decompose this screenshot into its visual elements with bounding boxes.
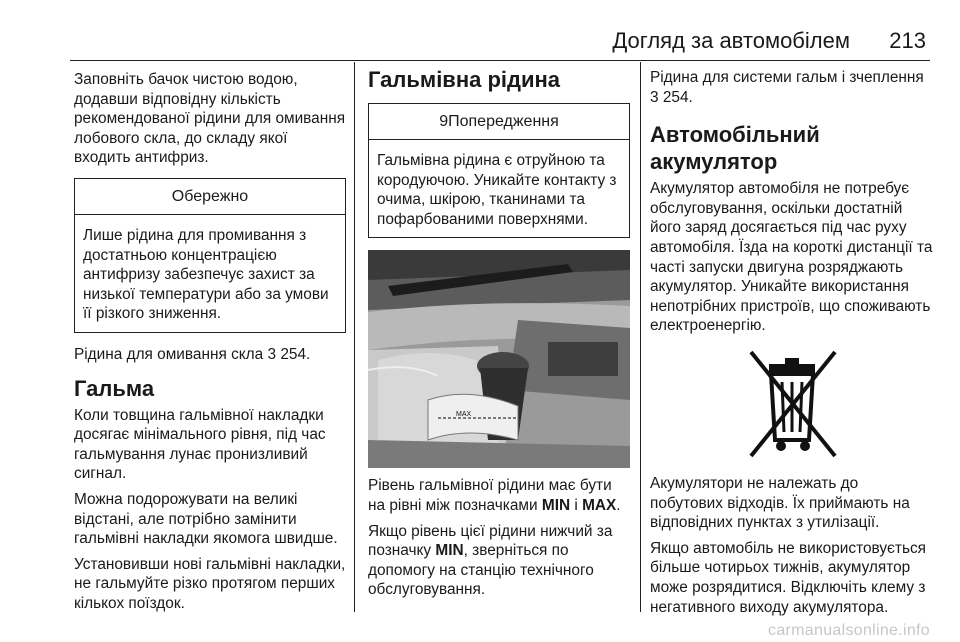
- column-left: [74, 62, 346, 620]
- column-middle: [368, 62, 630, 620]
- header-rule: [70, 60, 930, 61]
- level-paragraph: Рівень гальмівної рідини має бути на рівні між позначками MIN і MAX.: [368, 477, 621, 514]
- column-right: [650, 62, 934, 620]
- warning-heading: Попередження: [448, 113, 559, 130]
- page-header: [0, 0, 960, 56]
- caution-box: [74, 178, 346, 333]
- battery-paragraph: Акумулятор автомобіля не потребує обслуговування, оскільки достатній його заряд досягається під час руху автомобіля. Їзда на короткі дистанції та часті запуски двигуна розряджають акумулятор. Уникайте використання непотрібних пристроїв, що споживають електроенергію.: [650, 180, 933, 335]
- column-divider: [640, 62, 641, 612]
- min-label: MIN: [435, 542, 464, 560]
- page-number: 213: [889, 28, 926, 53]
- column-divider: [354, 62, 355, 612]
- warning-heading-row: [369, 104, 629, 140]
- warning-box: [368, 103, 630, 238]
- battery-paragraph: Якщо автомобіль не використовується більше чотирьох тижнів, акумулятор може розрядитися. Відключіть клему з негативного виходу акумулятора.: [650, 539, 927, 616]
- reference-arrow-icon: 3: [650, 88, 659, 106]
- washer-intro: Заповніть бачок чистою водою, додавши відповідну кількість рекомендованої рідини для омивання лобового скла, до складу якої входить антифриз.: [74, 71, 346, 167]
- brakes-paragraph: Коли товщина гальмівної накладки досягає мінімального рівня, під час гальмування лунає пронизливий сигнал.: [74, 406, 326, 483]
- washer-reference: Рідина для омивання скла 3 254.: [74, 345, 311, 363]
- min-label: MIN: [541, 496, 571, 514]
- reference-arrow-icon: 3: [267, 345, 277, 363]
- brake-fluid-reference: Рідина для системи гальм і зчеплення 3 254.: [650, 69, 924, 106]
- brakes-heading: Гальма: [74, 375, 155, 401]
- low-level-paragraph: Якщо рівень цієї рідини нижчий за позначку MIN, зверніться по допомогу на станцію технічного обслуговування.: [368, 522, 613, 599]
- max-label: MAX: [582, 496, 617, 514]
- reference-page[interactable]: 254: [662, 88, 689, 106]
- crossed-bin-icon: [737, 344, 847, 464]
- brake-fluid-heading: Гальмівна рідина: [368, 67, 561, 92]
- reservoir-max-label: MAX: [456, 411, 472, 419]
- caution-heading: Обережно: [75, 179, 345, 215]
- caution-text: Лише рідина для промивання з достатньою концентрацією антифризу забезпечує захист за низької температури або за умови її різкого зниження.: [83, 226, 329, 323]
- brakes-paragraph: Установивши нові гальмівні накладки, не гальмуйте різко протягом перших кількох поїздок.: [74, 555, 346, 612]
- brakes-paragraph: Можна подорожувати на великі відстані, але потрібно замінити гальмівні накладки якомога швидше.: [74, 490, 338, 548]
- section-title: Догляд за автомобілем: [612, 28, 850, 53]
- warning-text: Гальмівна рідина є отруйною та кородуючою. Уникайте контакту з очима, шкірою, тканинами та пофарбованими поверхнями.: [377, 152, 617, 228]
- battery-paragraph: Акумулятори не належать до побутових відходів. Їх приймають на відповідних пунктах з утилізації.: [650, 474, 910, 532]
- watermark: carmanualsonline.info: [768, 622, 930, 639]
- reference-page[interactable]: 254: [280, 345, 307, 363]
- battery-heading: Автомобільний акумулятор: [650, 122, 820, 175]
- brake-fluid-reservoir-photo: [368, 250, 630, 468]
- warning-triangle-icon: 9: [439, 113, 449, 130]
